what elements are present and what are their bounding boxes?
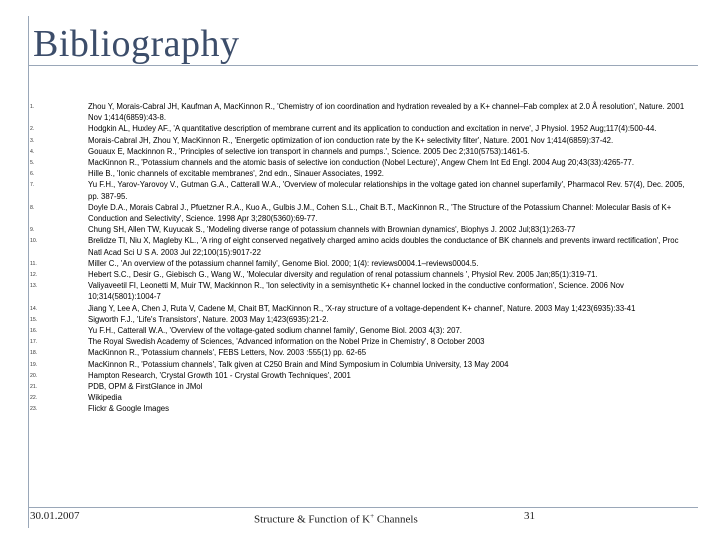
reference-item	[30, 336, 698, 347]
reference-item	[30, 235, 698, 257]
reference-item	[30, 258, 698, 269]
frame-left-line	[28, 16, 29, 528]
reference-item	[30, 280, 698, 302]
reference-number: 10.	[30, 238, 38, 245]
reference-text: MacKinnon R., 'Potassium channels', Talk given at C250 Brain and Mind Symposium in Columbia University, 13 May 2004	[88, 359, 509, 369]
reference-number: 4.	[30, 148, 35, 155]
reference-number: 23.	[30, 406, 38, 413]
reference-text: Hille B., 'Ionic channels of excitable membranes', 2nd edn., Sinauer Associates, 1992.	[88, 169, 384, 179]
reference-text: MacKinnon R., 'Potassium channels and the atomic basis of selective ion conduction (Nobel Lecture)', Angew Chem Int Ed Engl. 2004 Aug 20;43(33):4265-77.	[88, 158, 635, 168]
reference-number: 16.	[30, 328, 38, 335]
reference-number: 13.	[30, 283, 38, 290]
reference-item	[30, 179, 698, 201]
footer-title-end: Channels	[374, 513, 418, 526]
reference-text: Hampton Research, 'Crystal Growth 101 - Crystal Growth Techniques', 2001	[88, 370, 351, 380]
reference-text: Hebert S.C., Desir G., Giebisch G., Wang W., 'Molecular diversity and regulation of renal potassium channels ', Physiol Rev. 2005 Jan;85(1):319-71.	[88, 270, 598, 280]
reference-number: 3.	[30, 137, 35, 144]
reference-item	[30, 123, 698, 134]
reference-number: 1.	[30, 104, 35, 110]
reference-item	[30, 303, 698, 314]
reference-item	[30, 403, 698, 414]
reference-text: Valiyaveetil FI, Leonetti M, Muir TW, Mackinnon R., 'Ion selectivity in a semisynthetic K+ channel locked in the conductive conformation', Science. 2006 Nov 10;314(5801):1004-7	[88, 281, 624, 302]
reference-number: 12.	[30, 272, 38, 279]
reference-list	[30, 101, 698, 415]
reference-text: Zhou Y, Morais-Cabral JH, Kaufman A, MacKinnon R., 'Chemistry of ion coordination and hydration revealed by a K+ channel–Fab complex at 2.0 Å resolution', Nature. 2001 Nov 1;414(6859):43-8.	[88, 102, 685, 123]
reference-text: Brelidze TI, Niu X, Magleby KL., 'A ring of eight conserved negatively charged amino acids doubles the conductance of BK channels and prevents inward rectification', Proc Natl Acad Sci U S A. 2003 Jul 22;100(15):9017-22	[88, 236, 679, 257]
reference-text: PDB, OPM & FirstGlance in JMol	[88, 382, 203, 392]
reference-item	[30, 325, 698, 336]
reference-text: Sigworth F.J., 'Life's Transistors', Nature. 2003 May 1;423(6935):21-2.	[88, 314, 329, 324]
reference-item	[30, 359, 698, 370]
reference-number: 19.	[30, 361, 38, 368]
reference-item	[30, 370, 698, 381]
reference-item	[30, 101, 698, 123]
reference-item	[30, 135, 698, 146]
reference-number: 2.	[30, 126, 35, 133]
reference-text: Flickr & Google Images	[88, 404, 170, 414]
reference-item	[30, 381, 698, 392]
reference-text: Chung SH, Allen TW, Kuyucak S., 'Modeling diverse range of potassium channels with Brownian dynamics', Biophys J. 2002 Jul;83(1):263-77	[88, 225, 576, 235]
reference-number: 17.	[30, 339, 38, 346]
reference-text: Gouaux E, Mackinnon R., 'Principles of selective ion transport in channels and pumps.', Science. 2005 Dec 2;310(5753):1461-5.	[88, 146, 530, 156]
reference-item	[30, 157, 698, 168]
reference-text: Morais-Cabral JH, Zhou Y, MacKinnon R., 'Energetic optimization of ion conduction rate by the K+ selectivity filter', Nature. 2001 Nov 1;414(6859):37-42.	[88, 135, 614, 145]
reference-text: The Royal Swedish Academy of Sciences, 'Advanced information on the Nobel Prize in Chemistry', 8 October 2003	[88, 337, 485, 347]
reference-text: Doyle D.A., Morais Cabral J., Pfuetzner R.A., Kuo A., Gulbis J.M., Cohen S.L., Chait B.T., MacKinnon R., 'The Structure of the Potassium Channel: Molecular Basis of K+ Conduction and Selectivity', Science. 1998 Apr 3;280(5360):69-77.	[88, 202, 672, 224]
reference-number: 6.	[30, 171, 35, 178]
reference-item	[30, 146, 698, 157]
page-title: Bibliography	[33, 23, 240, 65]
footer-title-superscript: +	[370, 512, 375, 520]
reference-item	[30, 314, 698, 325]
reference-number: 18.	[30, 350, 38, 357]
reference-text: Wikipedia	[88, 393, 122, 403]
reference-number: 21.	[30, 384, 38, 391]
reference-text: Miller C., 'An overview of the potassium channel family', Genome Biol. 2000; 1(4): reviews0004.1–reviews0004.5.	[88, 258, 479, 268]
page-number: 31	[524, 510, 535, 522]
reference-text: Yu F.H., Yarov-Yarovoy V., Gutman G.A., Catterall W.A., 'Overview of molecular relationships in the voltage gated ion channel superfamily', Pharmacol Rev. 57(4), Dec. 2005, pp. 387-95.	[88, 180, 685, 201]
reference-number: 11.	[30, 260, 37, 267]
reference-text: Hodgkin AL, Huxley AF., 'A quantitative description of membrane current and its application to conduction and excitation in nerve', J Physiol. 1952 Aug;117(4):500-44.	[88, 124, 657, 134]
reference-number: 9.	[30, 227, 35, 234]
reference-text: Yu F.H., Catterall W.A., 'Overview of the voltage-gated sodium channel family', Genome Biol. 2003 4(3): 207.	[88, 326, 462, 336]
reference-number: 5.	[30, 160, 35, 167]
reference-item	[30, 347, 698, 358]
footer-title	[254, 509, 418, 527]
reference-text: Jiang Y, Lee A, Chen J, Ruta V, Cadene M, Chait BT, MacKinnon R., 'X-ray structure of a voltage-dependent K+ channel', Nature. 2003 May 1;423(6935):33-41	[88, 303, 636, 313]
reference-item	[30, 392, 698, 403]
reference-text: MacKinnon R., 'Potassium channels', FEBS Letters, Nov. 2003 :555(1) pp. 62-65	[88, 348, 367, 358]
reference-number: 7.	[30, 182, 35, 189]
footer-title-main: Structure & Function of K	[254, 513, 371, 526]
reference-number: 8.	[30, 204, 35, 211]
reference-number: 22.	[30, 395, 38, 402]
footer-date: 30.01.2007	[30, 510, 80, 522]
reference-item	[30, 224, 698, 235]
frame-bottom-line	[28, 507, 698, 508]
reference-number: 15.	[30, 316, 38, 323]
reference-item	[30, 269, 698, 280]
reference-number: 14.	[30, 305, 38, 312]
reference-item	[30, 168, 698, 179]
reference-number: 20.	[30, 372, 38, 379]
reference-item	[30, 202, 698, 224]
